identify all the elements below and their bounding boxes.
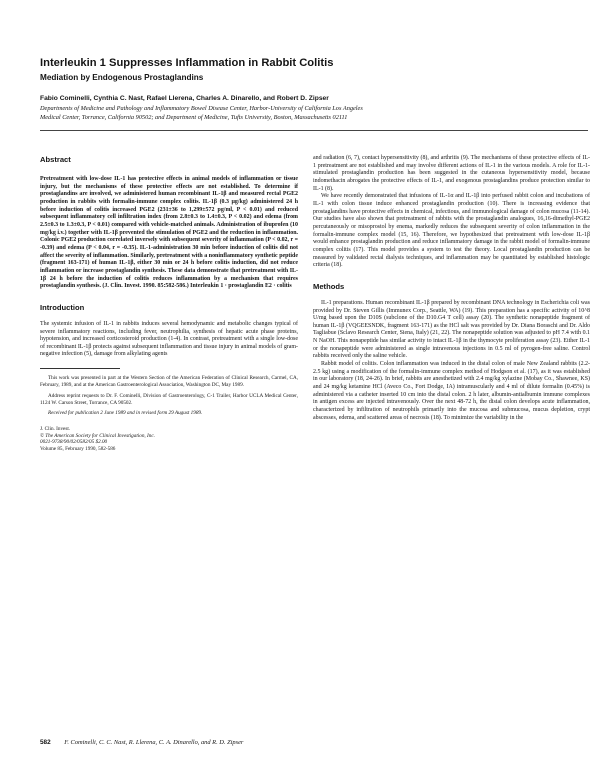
header-divider: [40, 130, 588, 131]
footnote-received: Received for publication 2 June 1989 and in revised form 29 August 1989.: [48, 409, 203, 416]
affiliation-line: Medical Center, Torrance, California 90502; and Department of Medicine, Tufts University, Boston, Massachusetts 02111: [40, 113, 348, 121]
intro-continued-text: and radiation (6, 7), contact hypersensitivity (8), and arthritis (9). The mechanisms of these protective effects of IL-1 pretreatment are not established and may involve different actions of IL-1 in the various models. A role for IL-1-stimulated prostaglandin production has been suggested in the cutaneous hypersensitivity model, because indomethacin abrogates the protective effects of IL-1, and exogenous prostaglandins produce protection similar to IL-1 (8).: [313, 155, 590, 192]
paper-title: Interleukin 1 Suppresses Inflammation in Rabbit Colitis: [40, 57, 334, 69]
methods-il1-preparations: IL-1 preparations. Human recombinant IL-1β prepared by recombinant DNA technology in Escherichia coli was provided by Dr. Steven Gillis (Immunex Corp., Seattle, WA) (19). This preparation has a specific activity of 10^8 U/mg based upon the D10S (subclone of the D10.G4 T cell) assay (20). The synthetic nonapeptide fragment of human IL-1β (VQGEESNDK, fragment 163-171) as the HCl salt was provided by Dr. Diana Boraschi and Dr. Aldo Tagliabue (Sclavo Research Center, Siena, Italy) (21, 22). The nonapeptide solution was adjusted to pH 7.4 with 0.1 N NaOH. This nonapeptide has similar activity to intact IL-1β in the thymocyte proliferation assay (23). Either IL-1 or the nonapeptide were administered as single intravenous injections in 0.5 ml of pyrogen-free saline. Control rabbits received only the saline vehicle.: [313, 299, 590, 360]
footnote-reprints: Address reprint requests to Dr. F. Cominelli, Division of Gastroenterology, C-1 Trailer, Harbor UCLA Medical Center, 1124 W. Carson Street, Torrance, CA 90502.: [40, 392, 298, 406]
footnote-divider: [40, 368, 120, 369]
affiliation-line: Departments of Medicine and Pathology and Inflammatory Bowel Disease Center, Harbor-University of California Los Angeles: [40, 105, 363, 112]
journal-info: [40, 426, 298, 454]
journal-info-line: 0021-9738/90/02/0582/05 $2.00: [40, 439, 108, 446]
journal-info-line: © The American Society for Clinical Investigation, Inc.: [40, 432, 155, 439]
right-column: [313, 155, 590, 422]
paper-subtitle: Mediation by Endogenous Prostaglandins: [40, 73, 204, 82]
left-column: [40, 155, 298, 453]
intro-paragraph-2: We have recently demonstrated that infusions of IL-1α and IL-1β into perfused rabbit colon and incubations of IL-1 with colon tissue induce enhanced prostaglandin production (10). There is increasing evidence that prostaglandins have protective effects in chemical, infectious, and immunological damage of colon mucosa (11-14). Our studies have also shown that pretreatment of rabbits with the prostaglandin analogues, 16,16-dimethyl-PGE2 percutaneously or misoprostol by enema, markedly reduces the subsequent severity of colon inflammation in the formalin-immune complex model (15, 16). Therefore, we hypothesized that pretreatment with low-dose IL-1β would enhance prostaglandin production and reduce inflammatory damage in the rabbit model of formalin-immune complex colitis (17). This model provides a system to test the theory. Local prostaglandin production can be measured by validated rectal dialysis techniques, and inflammation may be quantitated by established histologic criteria (18).: [313, 193, 590, 269]
abstract-text: Pretreatment with low-dose IL-1 has protective effects in animal models of inflammation or tissue injury, but the mechanisms of these protective effects are not established. To determine if prostaglandins are involved, we administered human recombinant IL-1β and measured rectal PGE2 production in rabbits with formalin-immune complex colitis. IL-1β (0.3 μg/kg) administered 24 h before induction of colitis increased PGE2 (231±36 to 1,299±572 pg/ml, P < 0.01) and reduced subsequent inflammatory cell infiltration index (from 2.8±0.3 to 1.4±0.3, P < 0.02) and edema (from 2.5±0.3 to 1.3±0.3, P < 0.01) compared with vehicle-matched animals. Administration of ibuprofen (10 mg/kg i.v.) together with IL-1β prevented the stimulation of PGE2 and the reduction in inflammation. Colonic PGE2 production correlated inversely with subsequent severity of inflammation (P < 0.02, r = -0.39) and edema (P < 0.04, r = -0.35). IL-1-administration 30 min before induction of colitis did not affect the severity of inflammation. Similarly, pretreatment with a noninflammatory synthetic peptide (fragment 163-171) of human IL-1β, either 30 min or 24 h before colitis induction, did not reduce inflammation or increase prostaglandin synthesis. These data demonstrate that pretreatment with IL-1β 24 h before the induction of colitis reduces inflammation by a mechanism that requires prostaglandin synthesis. (J. Clin. Invest. 1990. 85:582-586.) Interleukin 1 · prostaglandin E2 · colitis: [40, 176, 298, 290]
author-list: Fabio Cominelli, Cynthia C. Nast, Rafael Llerena, Charles A. Dinarello, and Robert D. Zipser: [40, 95, 329, 102]
affiliation: [40, 105, 585, 123]
methods-heading: Methods: [313, 281, 345, 291]
page-footer: [40, 739, 243, 746]
journal-info-line: Volume 85, February 1990, 582-586: [40, 446, 116, 453]
introduction-heading: Introduction: [40, 302, 85, 312]
page-number: 582: [40, 739, 51, 746]
footnotes: [40, 368, 298, 453]
footer-authors: F. Cominelli, C. C. Nast, R. Llerena, C. A. Dinarello, and R. D. Zipser: [64, 739, 244, 746]
introduction-text: The systemic infusion of IL-1 in rabbits induces several hemodynamic and metabolic changes typical of severe inflammatory reactions, including fever, neutrophilia, synthesis of hepatic acute phase proteins, hypotension, and increased corticosteroid production (1-4). In contrast, pretreatment with a single low-dose of recombinant IL-1β protects against subsequent inflammation and tissue injury in animal models of gram-negative infection (5), damage from alkylating agents: [40, 320, 298, 358]
footnote-presented: This work was presented in part at the Western Section of the American Federation of Clinical Research, Carmel, CA, February, 1989, and at the American Gastroenterological Association, Washington DC, May 1989.: [40, 375, 298, 389]
methods-rabbit-model: Rabbit model of colitis. Colon inflammation was induced in the distal colon of male New Zealand rabbits (2.2-2.5 kg) using a modification of the formalin-immune complex method of Hodgson et al. (17), as it was established in our laboratory (18, 24-26). In brief, rabbits are anesthetized with 2.4 mg/kg xylazine (Mobay Co., Shawnee, KS) and 24 mg/kg ketamine HCl (Aveco Co., Fort Dodge, IA) intramuscularly and 4 ml of dilute formalin (0.45%) is administered via a catheter inserted 10 cm into the distal colon. 2 h later, albumin-antialbumin immune complexes in antigen excess are injected intravenously. Over the next 48-72 h, the distal colon develops acute inflammation, characterized by infiltration of neutrophils primarily into the mucosa and submucosa, mucus depletion, crypt abscesses, edema, and scattered areas of necrosis (18). To minimize the variability in the: [313, 361, 590, 421]
journal-info-line: J. Clin. Invest.: [40, 425, 71, 432]
abstract-heading: Abstract: [40, 155, 71, 164]
